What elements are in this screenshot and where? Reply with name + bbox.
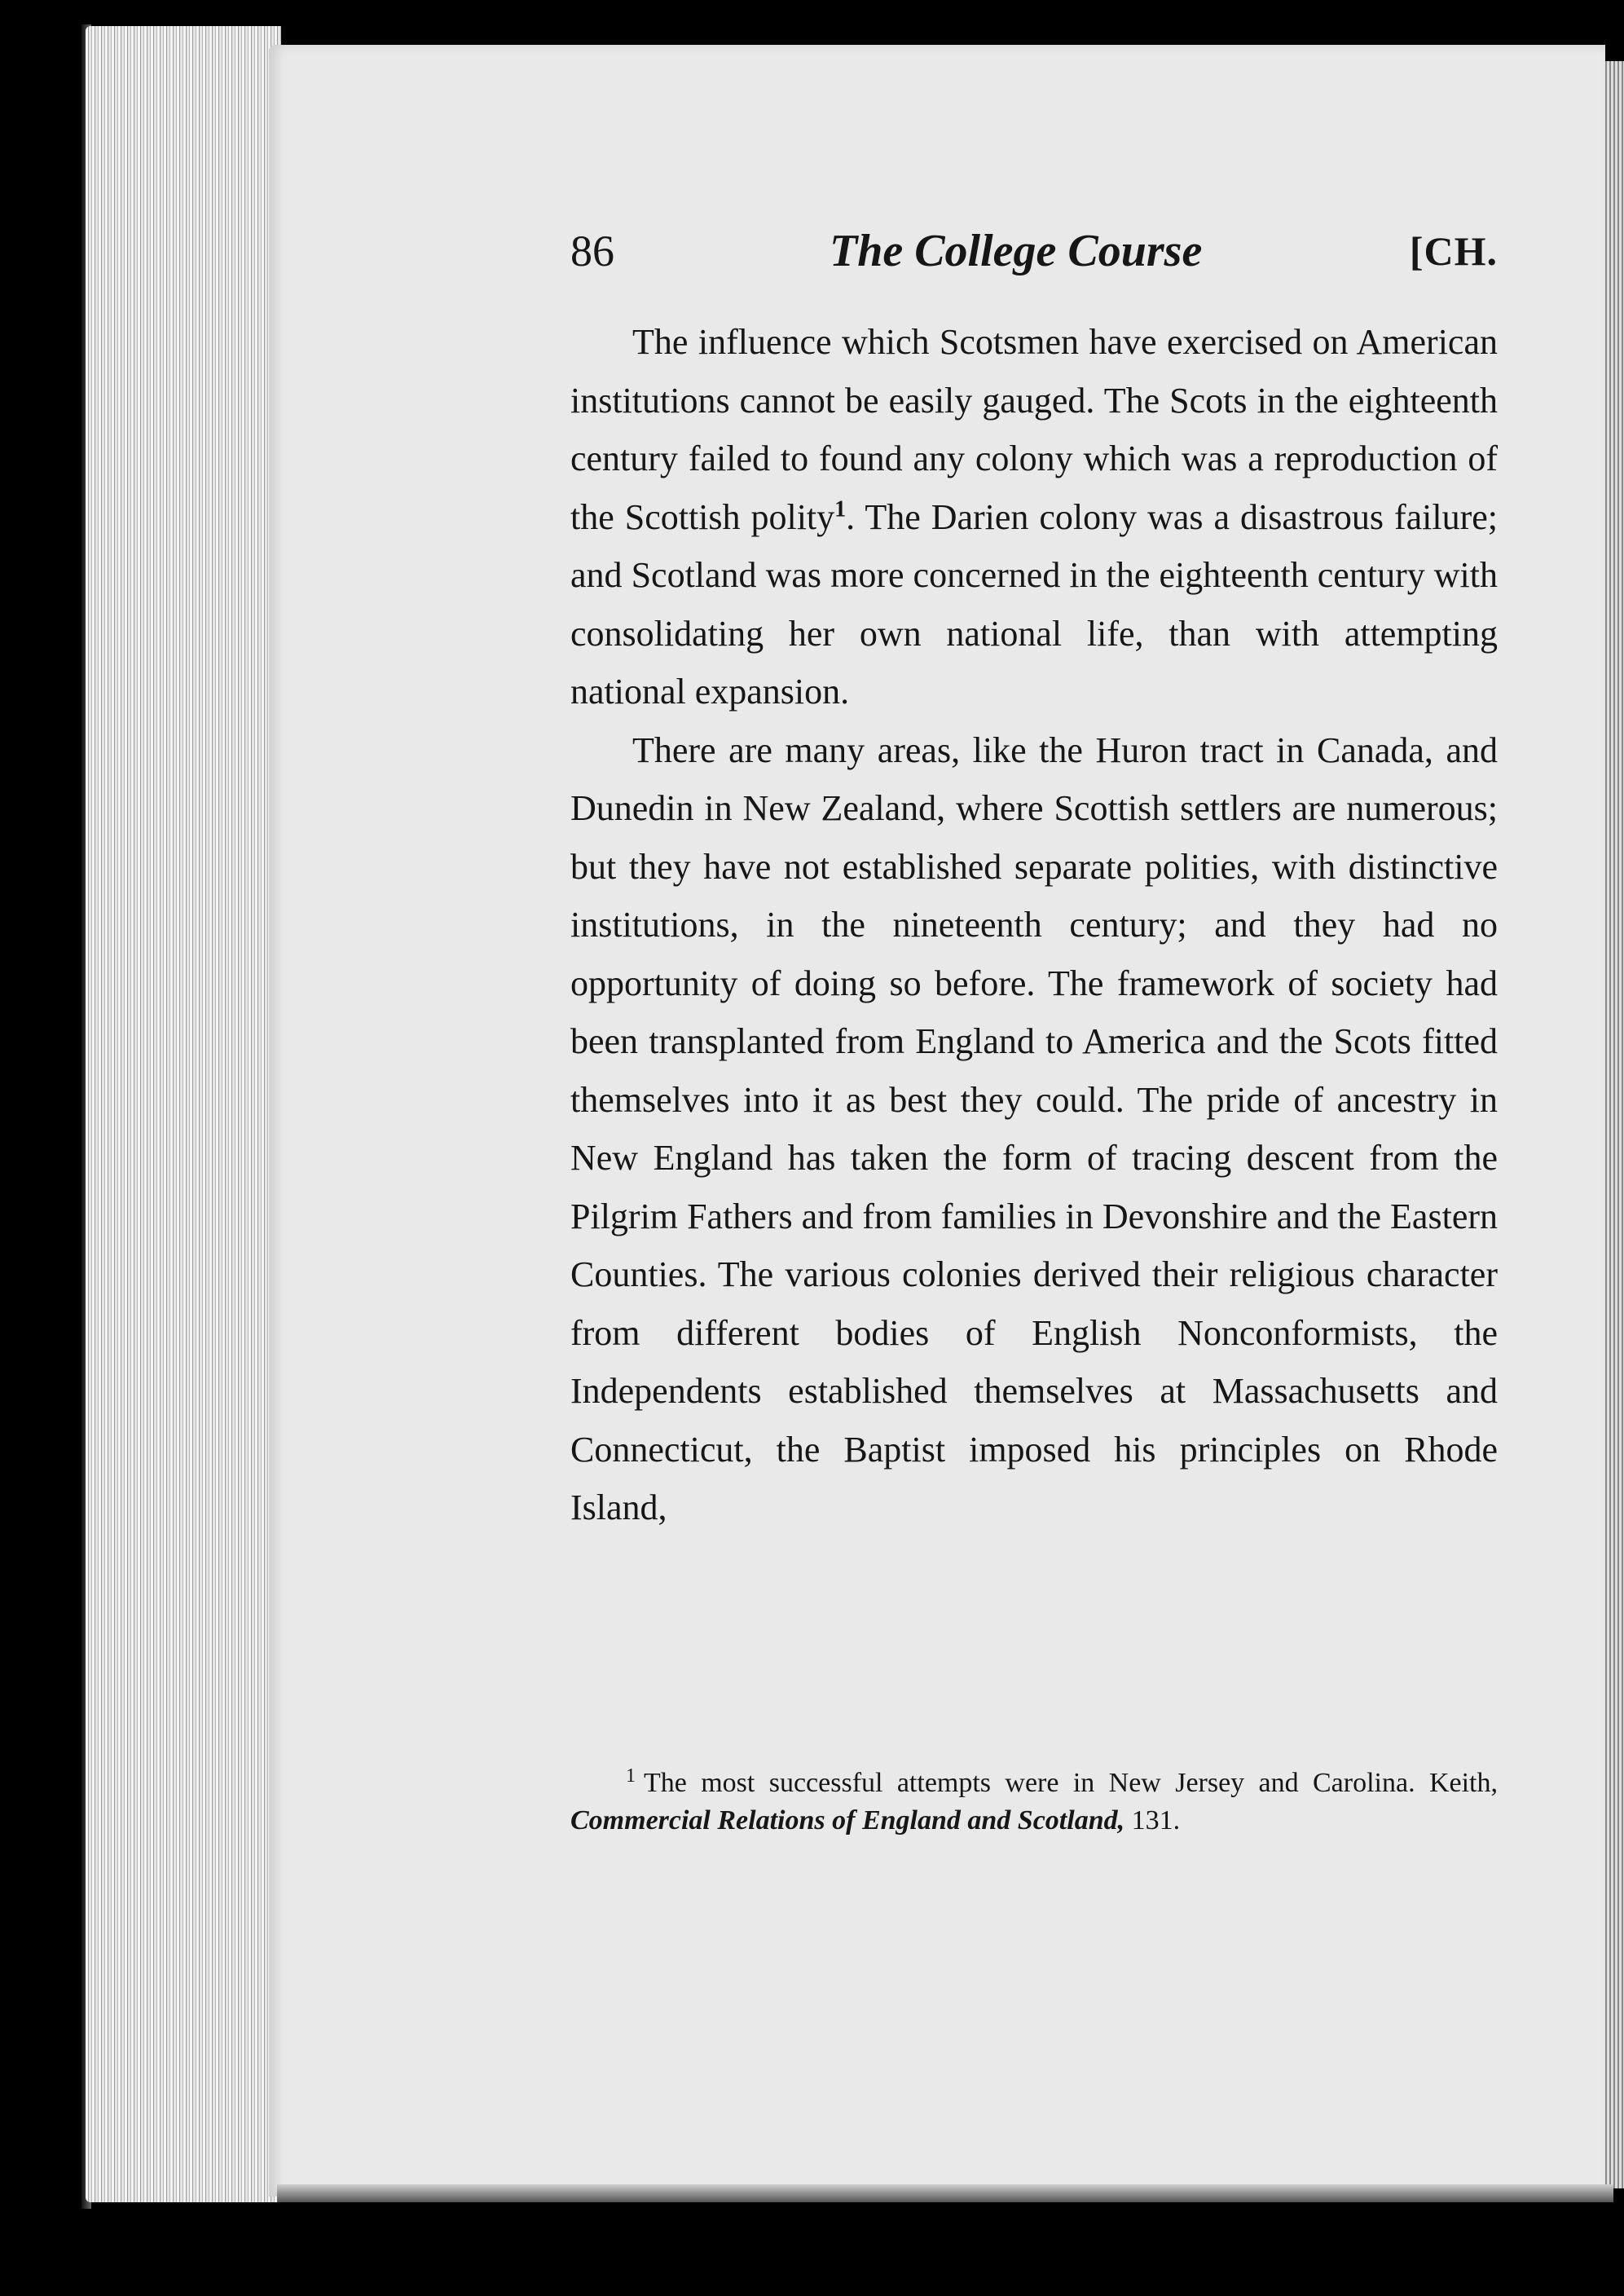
page-number: 86 [570, 227, 614, 275]
body-text [570, 313, 1498, 1537]
paragraph-1 [570, 313, 1498, 721]
footnote-work-title: Commercial Relations of England and Scotland, [570, 1805, 1125, 1835]
paragraph-2: There are many areas, like the Huron tract in Canada, and Dunedin in New Zealand, where Scottish settlers are numerous; but they have not established separate polities, with distinctive institutions, in the nineteenth century; and they had no opportunity of doing so before. The framework of society had been transplanted from England to America and the Scots fitted themselves into it as best they could. The pride of ancestry in New England has taken the form of tracing descent from the Pilgrim Fathers and from families in Devonshire and the Eastern Counties. The various colonies derived their religious character from different bodies of English Nonconformists, the Independents established themselves at Massachusetts and Connecticut, the Baptist imposed his principles on Rhode Island, [570, 729, 1498, 1527]
paragraph-1-text-b: . The Darien colony was a disastrous failure; and Scotland was more concerned in the eighteenth century with consolidating her own national life, than with attempting national expansion. [570, 496, 1498, 712]
footnote-text-b: 131. [1124, 1805, 1181, 1835]
running-header [570, 218, 1498, 284]
footnote-reference: 1 [834, 496, 847, 522]
bottom-page-edge [277, 2184, 1613, 2202]
footnote-marker: 1 [626, 1765, 636, 1787]
chapter-mark: [CH. [1409, 228, 1498, 274]
paragraph-1-text-a: The influence which Scotsmen have exercised on American institutions cannot be easily gauged. The Scots in the eighteenth century failed to found any colony which was a reproduction of the Scottish polity [570, 322, 1498, 537]
footnote-text-a: The most successful attempts were in New Jersey and Carolina. Keith, [644, 1768, 1498, 1798]
footnote [570, 1765, 1498, 1840]
running-title: The College Course [830, 226, 1203, 276]
footnote-paragraph [570, 1765, 1498, 1840]
page-edges [86, 26, 281, 2202]
